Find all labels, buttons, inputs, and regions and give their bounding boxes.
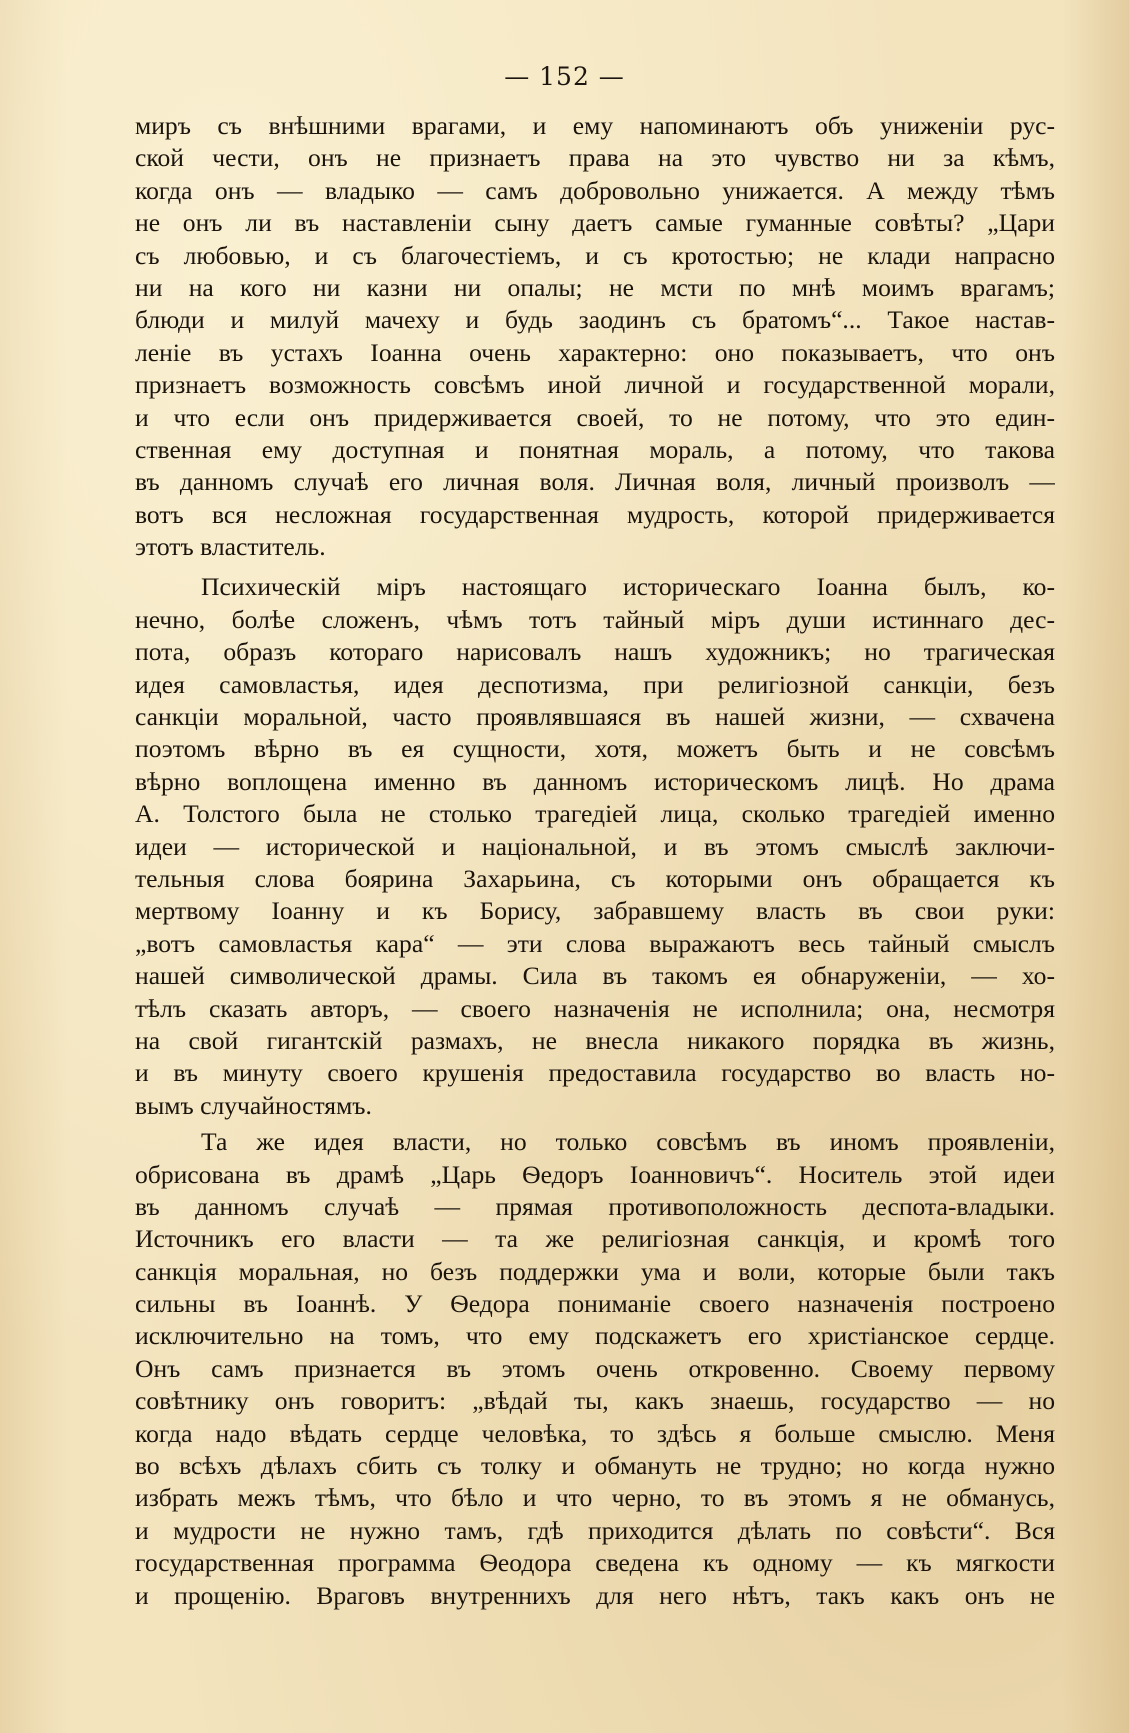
text-line: и въ минуту своего крушенія предоставила государство во власть но- bbox=[135, 1058, 1055, 1088]
text-line: обрисована въ драмѣ „Царь Ѳедоръ Іоанновичъ“. Носитель этой идеи bbox=[135, 1159, 1055, 1189]
text-line: санкціи моральной, часто проявлявшаяся въ нашей жизни, — схвачена bbox=[135, 702, 1055, 732]
text-line: въ данномъ случаѣ его личная воля. Личная воля, личный произволъ — bbox=[135, 467, 1055, 497]
text-line: ни на кого ни казни ни опалы; не мсти по мнѣ моимъ врагамъ; bbox=[135, 272, 1055, 302]
text-line: не онъ ли въ наставленіи сыну даетъ самые гуманные совѣты? „Цари bbox=[135, 208, 1055, 238]
text-line: леніе въ устахъ Іоанна очень характерно: оно показываетъ, что онъ bbox=[135, 337, 1055, 367]
text-line: во всѣхъ дѣлахъ сбить съ толку и обмануть не трудно; но когда нужно bbox=[135, 1451, 1055, 1481]
text-line: вотъ вся несложная государственная мудрость, которой придерживается bbox=[135, 499, 1055, 529]
text-line: ственная ему доступная и понятная мораль, а потому, что такова bbox=[135, 434, 1055, 464]
text-line: Источникъ его власти — та же религіозная санкція, и кромѣ того bbox=[135, 1224, 1055, 1254]
text-line: и мудрости не нужно тамъ, гдѣ приходится дѣлать по совѣсти“. Вся bbox=[135, 1515, 1055, 1545]
text-line: нашей символической драмы. Сила въ такомъ ея обнаруженіи, — хо- bbox=[135, 961, 1055, 991]
text-line: исключительно на томъ, что ему подскажетъ его христіанское сердце. bbox=[135, 1321, 1055, 1351]
text-line: мертвому Іоанну и къ Борису, забравшему власть въ свои руки: bbox=[135, 896, 1055, 926]
text-line: сильны въ Іоаннѣ. У Ѳедора пониманіе своего назначенія построено bbox=[135, 1289, 1055, 1319]
text-line: А. Толстого была не столько трагедіей лица, сколько трагедіей именно bbox=[135, 799, 1055, 829]
paragraph bbox=[135, 1126, 1055, 1612]
text-line: на свой гигантскій размахъ, не внесла никакого порядка въ жизнь, bbox=[135, 1025, 1055, 1055]
page-number: — 152 — bbox=[504, 62, 625, 91]
text-line: государственная программа Ѳеодора сведена къ одному — къ мягкости bbox=[135, 1548, 1055, 1578]
text-line: нечно, болѣе сложенъ, чѣмъ тотъ тайный міръ души истиннаго дес- bbox=[135, 604, 1055, 634]
text-line: пота, образъ котораго нарисовалъ нашъ художникъ; но трагическая bbox=[135, 637, 1055, 667]
text-line: вымъ случайностямъ. bbox=[135, 1090, 372, 1120]
text-line: вѣрно воплощена именно въ данномъ историческомъ лицѣ. Но драма bbox=[135, 766, 1055, 796]
text-line: этотъ властитель. bbox=[135, 532, 326, 562]
text-line: миръ съ внѣшними врагами, и ему напоминаютъ объ униженіи рус- bbox=[135, 111, 1055, 140]
text-line: ской чести, онъ не признаетъ права на это чувство ни за кѣмъ, bbox=[135, 143, 1055, 173]
text-line: идея самовластья, идея деспотизма, при религіозной санкціи, безъ bbox=[135, 669, 1055, 699]
text-line: блюди и милуй мачеху и будь заодинъ съ братомъ“... Такое настав- bbox=[135, 305, 1055, 335]
body-text bbox=[135, 110, 1055, 1612]
text-line: въ данномъ случаѣ — прямая противоположность деспота-владыки. bbox=[135, 1191, 1055, 1221]
text-line: Та же идея власти, но только совсѣмъ въ иномъ проявленіи, bbox=[201, 1127, 1055, 1157]
text-line: когда надо вѣдать сердце человѣка, то здѣсь я больше смыслю. Меня bbox=[135, 1418, 1055, 1448]
text-line: „вотъ самовластья кара“ — эти слова выражаютъ весь тайный смыслъ bbox=[135, 928, 1055, 958]
text-line: когда онъ — владыко — самъ добровольно унижается. А между тѣмъ bbox=[135, 175, 1055, 205]
text-line: идеи — исторической и національной, и въ этомъ смыслѣ заключи- bbox=[135, 831, 1055, 861]
text-line: тѣлъ сказать авторъ, — своего назначенія не исполнила; она, несмотря bbox=[135, 993, 1055, 1023]
text-line: съ любовью, и съ благочестіемъ, и съ кротостью; не клади напрасно bbox=[135, 240, 1055, 270]
text-line: Онъ самъ признается въ этомъ очень откровенно. Своему первому bbox=[135, 1353, 1055, 1383]
text-line: поэтомъ вѣрно въ ея сущности, хотя, можетъ быть и не совсѣмъ bbox=[135, 734, 1055, 764]
paragraph bbox=[135, 110, 1055, 563]
text-line: и что если онъ придерживается своей, то не потому, что это един- bbox=[135, 402, 1055, 432]
paragraph bbox=[135, 571, 1055, 1122]
text-line: совѣтнику онъ говоритъ: „вѣдай ты, какъ знаешь, государство — но bbox=[135, 1386, 1055, 1416]
text-line: Психическій міръ настоящаго историческаго Іоанна былъ, ко- bbox=[201, 572, 1055, 602]
text-line: тельныя слова боярина Захарьина, съ которыми онъ обращается къ bbox=[135, 863, 1055, 893]
text-line: санкція моральная, но безъ поддержки ума и воли, которые были такъ bbox=[135, 1256, 1055, 1286]
text-line: и прощенію. Враговъ внутреннихъ для него нѣтъ, такъ какъ онъ не bbox=[135, 1580, 1055, 1610]
text-line: избрать межъ тѣмъ, что бѣло и что черно, то въ этомъ я не обманусь, bbox=[135, 1483, 1055, 1513]
text-line: признаетъ возможность совсѣмъ иной личной и государственной морали, bbox=[135, 370, 1055, 400]
